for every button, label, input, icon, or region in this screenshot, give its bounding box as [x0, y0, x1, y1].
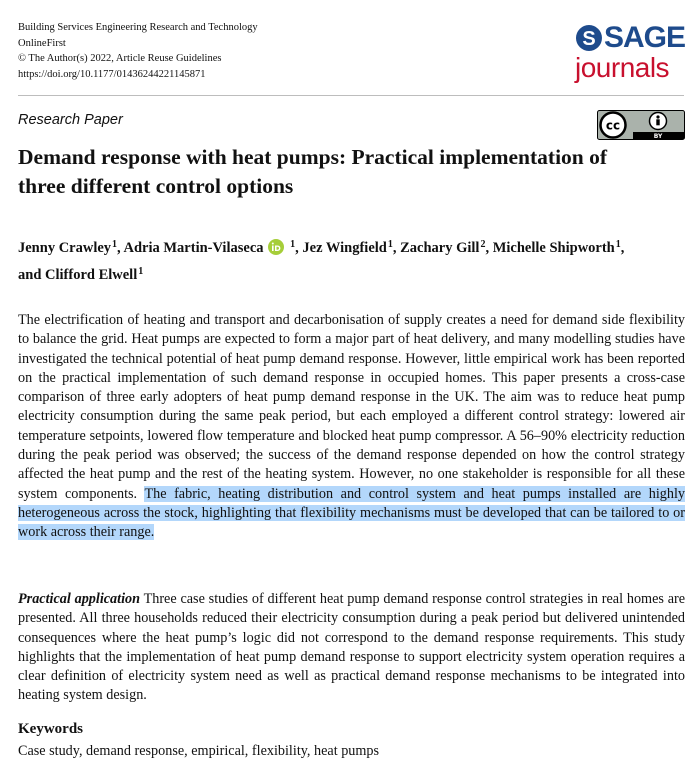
publication-status: OnlineFirst [18, 37, 66, 49]
cc-by-license-icon[interactable] [597, 110, 685, 140]
article-type: Research Paper [18, 112, 123, 128]
logo-brand-text: SAGE [603, 21, 685, 54]
svg-text:S: S [582, 27, 596, 50]
author-name[interactable]: Clifford Elwell [45, 267, 138, 283]
practical-application-label: Practical application [18, 591, 141, 607]
affiliation-marker[interactable]: 1 [138, 266, 144, 277]
author-name[interactable]: Michelle Shipworth [492, 240, 615, 256]
orcid-icon[interactable] [268, 239, 284, 255]
abstract [18, 311, 685, 543]
doi-link[interactable]: https://doi.org/10.1177/01436244221145871 [18, 68, 206, 80]
author-list [18, 233, 638, 287]
logo-journals-text: journals [575, 52, 670, 83]
affiliation-marker[interactable]: 1 [290, 239, 296, 250]
author-separator: , [295, 240, 303, 256]
author-name[interactable]: Jenny Crawley [18, 240, 112, 256]
affiliation-marker[interactable]: 1 [112, 239, 118, 250]
sage-journals-logo[interactable] [575, 20, 685, 90]
abstract-text: The electrification of heating and transport and decarbonisation of supply creates a need for demand side flexibility to balance the grid. Heat pumps are expected to form a major part of heat delivery, and many modelling studies have investigated the technical potential of heat pump demand response. However, little empirical work has been reported on the practical implementation of such demand response in occupied homes. This paper presents a cross-case comparison of three early adopters of heat pump demand response in the UK. The aim was to reduce heat pump electricity consumption during the same peak period, but each employed a different control strategy: lowered air temperature setpoints, lowered flow temperature and blocked heat pump compressor. A 56–90% electricity reduction during the peak period was observed; the success of the demand response depended on how the control strategy affected the heat pump and the rest of the heating system. However, no one stakeholder is responsible for all these system components. [18, 312, 685, 502]
author-separator: , and [18, 240, 625, 283]
copyright-line: © The Author(s) 2022, Article Reuse Guidelines [18, 53, 222, 64]
author-name[interactable]: Jez Wingfield [302, 240, 387, 256]
practical-application [18, 590, 685, 706]
article-title: Demand response with heat pumps: Practical implementation of three different control options [18, 145, 608, 198]
affiliation-marker[interactable]: 1 [615, 239, 621, 250]
keywords-heading: Keywords [18, 721, 83, 737]
author-name[interactable]: Zachary Gill [400, 240, 480, 256]
keywords-list: Case study, demand response, empirical, flexibility, heat pumps [18, 743, 380, 759]
author-separator: , [117, 240, 124, 256]
by-label-text: BY [653, 133, 663, 140]
practical-application-text: Three case studies of different heat pump demand response control strategies in real homes are presented. All three households reduced their electricity consumption during a peak period but delivered unintended consequences where the heat pump’s logic did not correspond to the demand response requirements. This study highlights that the implementation of heat pump demand response to support electricity system operation requires a clear definition of electricity system need as well as practical demand response mechanisms to be integrated into heating system design. [18, 591, 686, 704]
author-separator: , [485, 240, 493, 256]
cc-symbol-text: cc [605, 118, 621, 133]
affiliation-marker[interactable]: 1 [387, 239, 393, 250]
journal-header [18, 20, 258, 82]
journal-name: Building Services Engineering Research and Technology [18, 22, 258, 33]
sage-s-emblem-icon [575, 24, 603, 52]
header-divider [18, 95, 684, 96]
author-separator: , [392, 240, 401, 256]
author-name[interactable]: Adria Martin-Vilaseca [123, 240, 264, 256]
affiliation-marker[interactable]: 2 [480, 239, 486, 250]
abstract-selected-text[interactable]: The fabric, heating distribution and control system and heat pumps installed are highly heterogeneous across the stock, highlighting that flexibility mechanisms must be developed that can be tailored to or work across their range. [18, 485, 686, 541]
